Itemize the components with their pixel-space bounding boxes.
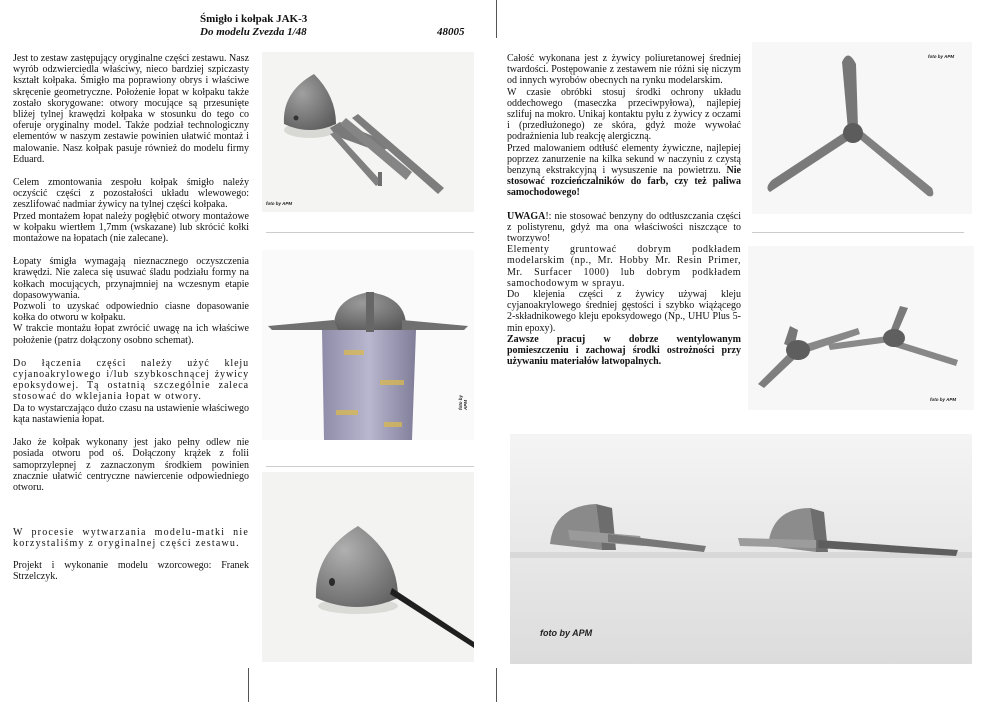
center-divider-top <box>496 0 497 38</box>
page-title: Śmigło i kołpak JAK-3 <box>200 13 308 25</box>
material-paragraph <box>507 53 741 199</box>
photo-spinner-and-blades <box>262 52 474 212</box>
credits-paragraph: Projekt i wykonanie modelu wzorcowego: Franek Strzelczyk. <box>13 559 249 582</box>
warning-paragraph <box>507 211 741 245</box>
photo-credit-1: foto by APM <box>266 201 293 206</box>
assembly-paragraph <box>13 177 249 244</box>
photo-mounted-on-fuselage <box>262 250 474 440</box>
drill-illustration <box>262 472 474 662</box>
adhesive-paragraph: Do klejenia części z żywicy używaj kleju cyjanoakrylowego średniej gęstości i szybko wiążącego 2-składnikowego kleju epoksydowego (Np., UHU Plus 5-min epoxy). <box>507 289 741 334</box>
primer-paragraph: Elementy gruntować dobrym podkładem modelarskim (np., Mr. Hobby Mr. Resin Primer, Mr. Surfacer 1000) lub dobrym podkładem samochodowym w sprayu. <box>507 244 741 289</box>
blades-paragraph <box>13 256 249 346</box>
glue-text-a: Do łączenia części należy użyć kleju cyjanoakrylowego i/lub szybkoschnącej żywicy epoksydowej. Tą ostatnią szczególnie zaleca stosować do wklejania łopat w otwory. <box>13 357 249 403</box>
material-text-c: Przed malowaniem odtłuść elementy żywiczne, najlepiej poprzez zanurzenie na kilka sekund w naczyniu z czystą benzyną ekstrakcyjną i wysuszenie na powietrzu. Nie stosować rozcieńczalników do farb, czy też paliwa samochodowego! <box>507 142 741 199</box>
photo-credit-4: foto by APM <box>930 397 957 402</box>
left-text-column <box>13 53 249 592</box>
warning-label: UWAGA <box>507 210 546 222</box>
two-propellers-illustration <box>748 246 974 410</box>
separator-1 <box>266 232 474 233</box>
separator-3 <box>752 232 964 233</box>
blades-text-b: Pozwoli to uzyskać odpowiednio ciasne dopasowanie kołka do otworu w kołpaku. <box>13 301 249 324</box>
assembly-text-b: Przed montażem łopat należy pogłębić otwory montażowe w kołpaku wiertłem 1,7mm (wskazane) lub skrócić kołki montażowe na łopatach (nie zalecane). <box>13 210 249 245</box>
photo-assembled-propeller <box>752 42 972 214</box>
product-code: 48005 <box>437 26 465 38</box>
photo-comparison-large <box>510 434 972 664</box>
photo-credit-3: foto by APM <box>928 54 955 59</box>
blades-text-a: Łopaty śmigła wymagają nieznacznego oczyszczenia krawędzi. Nie zaleca się usuwać śladu podziału formy na kołkach mocujących, przynajmniej na wczesnym etapie dopasowywania. <box>13 256 249 301</box>
ventilation-paragraph: Zawsze pracuj w dobrze wentylowanym pomieszczeniu i zachowaj środki ostrożności przy używaniu materiałów łatwopalnych. <box>507 333 741 368</box>
assembly-text-a: Celem zmontowania zespołu kołpak śmigło należy oczyścić części z pozostałości układu wlewowego: zeszlifować nadmiar żywicy na tylnej części kołpaka. <box>13 177 249 211</box>
blades-text-c: W trakcie montażu łopat zwrócić uwagę na ich właściwe położenie (patrz dołączony osobno schemat). <box>13 323 249 346</box>
spinner-blades-illustration <box>262 52 474 212</box>
separator-2 <box>266 466 474 467</box>
solvent-warning: Nie stosować rozcieńczalników do farb, czy też paliwa samochodowego! <box>507 165 741 199</box>
glue-paragraph <box>13 358 249 425</box>
material-text-a: Całość wykonana jest z żywicy poliuretanowej średniej twardości. Postępowanie z zestawem nie różni się niczym od innych wyrobów obecnych na rynku modelarskim. <box>507 53 741 87</box>
intro-paragraph: Jest to zestaw zastępujący oryginalne części zestawu. Nasz wyrób odzwierciedla właściwy, nieco bardziej szpiczasty kształt kołpaka. Śmigło ma poprawiony obrys i właściwe skręcenie geometryczne. Położenie łopat w kołpaku także zostało skorygowane: otwory mocujące są przesunięte bliżej tylnej krawędzi kołpaka w stosunku do tego co oferuje oryginalny model. Także podział technologiczny elementów w naszym zestawie powinien ułatwić montaż i malowanie. Nasz kołpak pasuje również do modelu firmy Eduard. <box>13 53 250 165</box>
left-divider-bottom <box>248 668 249 702</box>
photo-spinner-with-drill <box>262 472 474 662</box>
page-subtitle: Do modelu Zvezda 1/48 <box>200 26 307 38</box>
photo-credit-5: foto by APM <box>540 628 593 638</box>
glue-text-b: Da to wystarczająco dużo czasu na ustawienie właściwego kąta nastawienia łopat. <box>13 402 249 425</box>
material-text-b: W czasie obróbki stosuj środki ochrony układu oddechowego (maseczka przeciwpyłowa), najlepiej szlifuj na mokro. Unikaj kontaktu pyłu z żywicy z oczami i (przedłużonego) ze skóra, gdyż może wywołać podrażnienia lub reakcję alergiczną. <box>507 86 741 143</box>
center-divider-bottom <box>496 668 497 702</box>
photo-two-propellers <box>748 246 974 410</box>
right-text-column <box>507 53 741 367</box>
propeller-illustration <box>752 42 972 214</box>
fuselage-illustration <box>262 250 474 440</box>
master-model-paragraph: W procesie wytwarzania modelu-matki nie korzystaliśmy z oryginalnej części zestawu. <box>13 527 249 550</box>
hub-hole-paragraph: Jako że kołpak wykonany jest jako pełny odlew nie posiada otworu pod oś. Dołączony krążek z folii samoprzylepnej z zaznaczonym środkiem powinien znacznie ułatwić centryczne nawiercenie odpowiedniego otworu. <box>13 437 249 493</box>
photo-credit-2: foto by APM <box>458 395 468 410</box>
warning-text: !: nie stosować benzyny do odtłuszczania części z polistyrenu, gdyż ma ona właściwości niszczące to tworzywo! <box>507 210 741 245</box>
